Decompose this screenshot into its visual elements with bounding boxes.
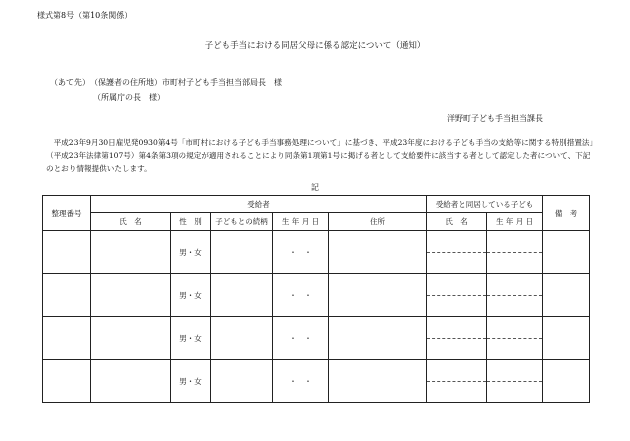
cell-child-name[interactable] [427,360,487,403]
cell-seiri[interactable] [43,274,91,317]
addressee-line-1: （あて先） （保護者の住所地）市町村子ども手当担当部局長 様 [50,78,282,87]
cell-sex: 男・女 [171,231,211,274]
header-biko: 備 考 [543,196,590,231]
table-row [43,360,590,403]
table-row [43,231,590,274]
header-relation: 子どもとの続柄 [211,213,273,231]
sender: 洋野町子ども手当担当課長 [447,114,543,123]
form-number: 様式第8号（第10条関係） [37,11,133,20]
header-child-name: 氏 名 [427,213,487,231]
cell-sex: 男・女 [171,274,211,317]
ki-heading: 記 [311,183,319,192]
cell-child-name[interactable] [427,231,487,274]
cell-name[interactable] [91,317,171,360]
cell-birth: ・ ・ [273,317,329,360]
cell-relation[interactable] [211,317,273,360]
cell-biko[interactable] [543,317,590,360]
header-name: 氏 名 [91,213,171,231]
header-child-birth: 生 年 月 日 [487,213,543,231]
cell-relation[interactable] [211,274,273,317]
cell-seiri[interactable] [43,360,91,403]
cell-birth: ・ ・ [273,274,329,317]
cell-child-name[interactable] [427,274,487,317]
cell-address[interactable] [329,274,427,317]
body-paragraph: 平成23年9月30日雇児発0930第4号「市町村における子ども手当事務処理について」に基づき、平成23年度における子ども手当の支給等に関する特別措置法」（平成23年法律第107号）第4条第3項の規定が適用されることにより同条第1項第1号に掲げる者として支給要件に該当する者として認定した者について、下記のとおり情報提供いたします。 [46,138,594,173]
cell-birth: ・ ・ [273,231,329,274]
header-jukyusha: 受給者 [91,196,427,213]
header-birth: 生 年 月 日 [273,213,329,231]
addressee-line-2: （所属庁の長 様） [93,93,165,102]
cell-sex: 男・女 [171,317,211,360]
header-child: 受給者と同居している子ども [427,196,543,213]
cell-relation[interactable] [211,360,273,403]
cell-name[interactable] [91,231,171,274]
document-title: 子ども手当における同居父母に係る認定について（通知） [204,41,426,51]
cell-child-birth[interactable] [487,317,543,360]
cell-birth: ・ ・ [273,360,329,403]
header-sex: 性 別 [171,213,211,231]
cell-seiri[interactable] [43,317,91,360]
cell-biko[interactable] [543,360,590,403]
cell-sex: 男・女 [171,360,211,403]
cell-biko[interactable] [543,231,590,274]
cell-child-birth[interactable] [487,231,543,274]
cell-child-birth[interactable] [487,360,543,403]
cell-seiri[interactable] [43,231,91,274]
cell-relation[interactable] [211,231,273,274]
cell-name[interactable] [91,360,171,403]
cell-child-birth[interactable] [487,274,543,317]
cell-address[interactable] [329,360,427,403]
records-table [42,195,590,403]
cell-address[interactable] [329,231,427,274]
cell-address[interactable] [329,317,427,360]
cell-name[interactable] [91,274,171,317]
header-address: 住所 [329,213,427,231]
table-row [43,317,590,360]
header-seiri: 整理番号 [43,196,91,231]
cell-biko[interactable] [543,274,590,317]
cell-child-name[interactable] [427,317,487,360]
table-row [43,274,590,317]
